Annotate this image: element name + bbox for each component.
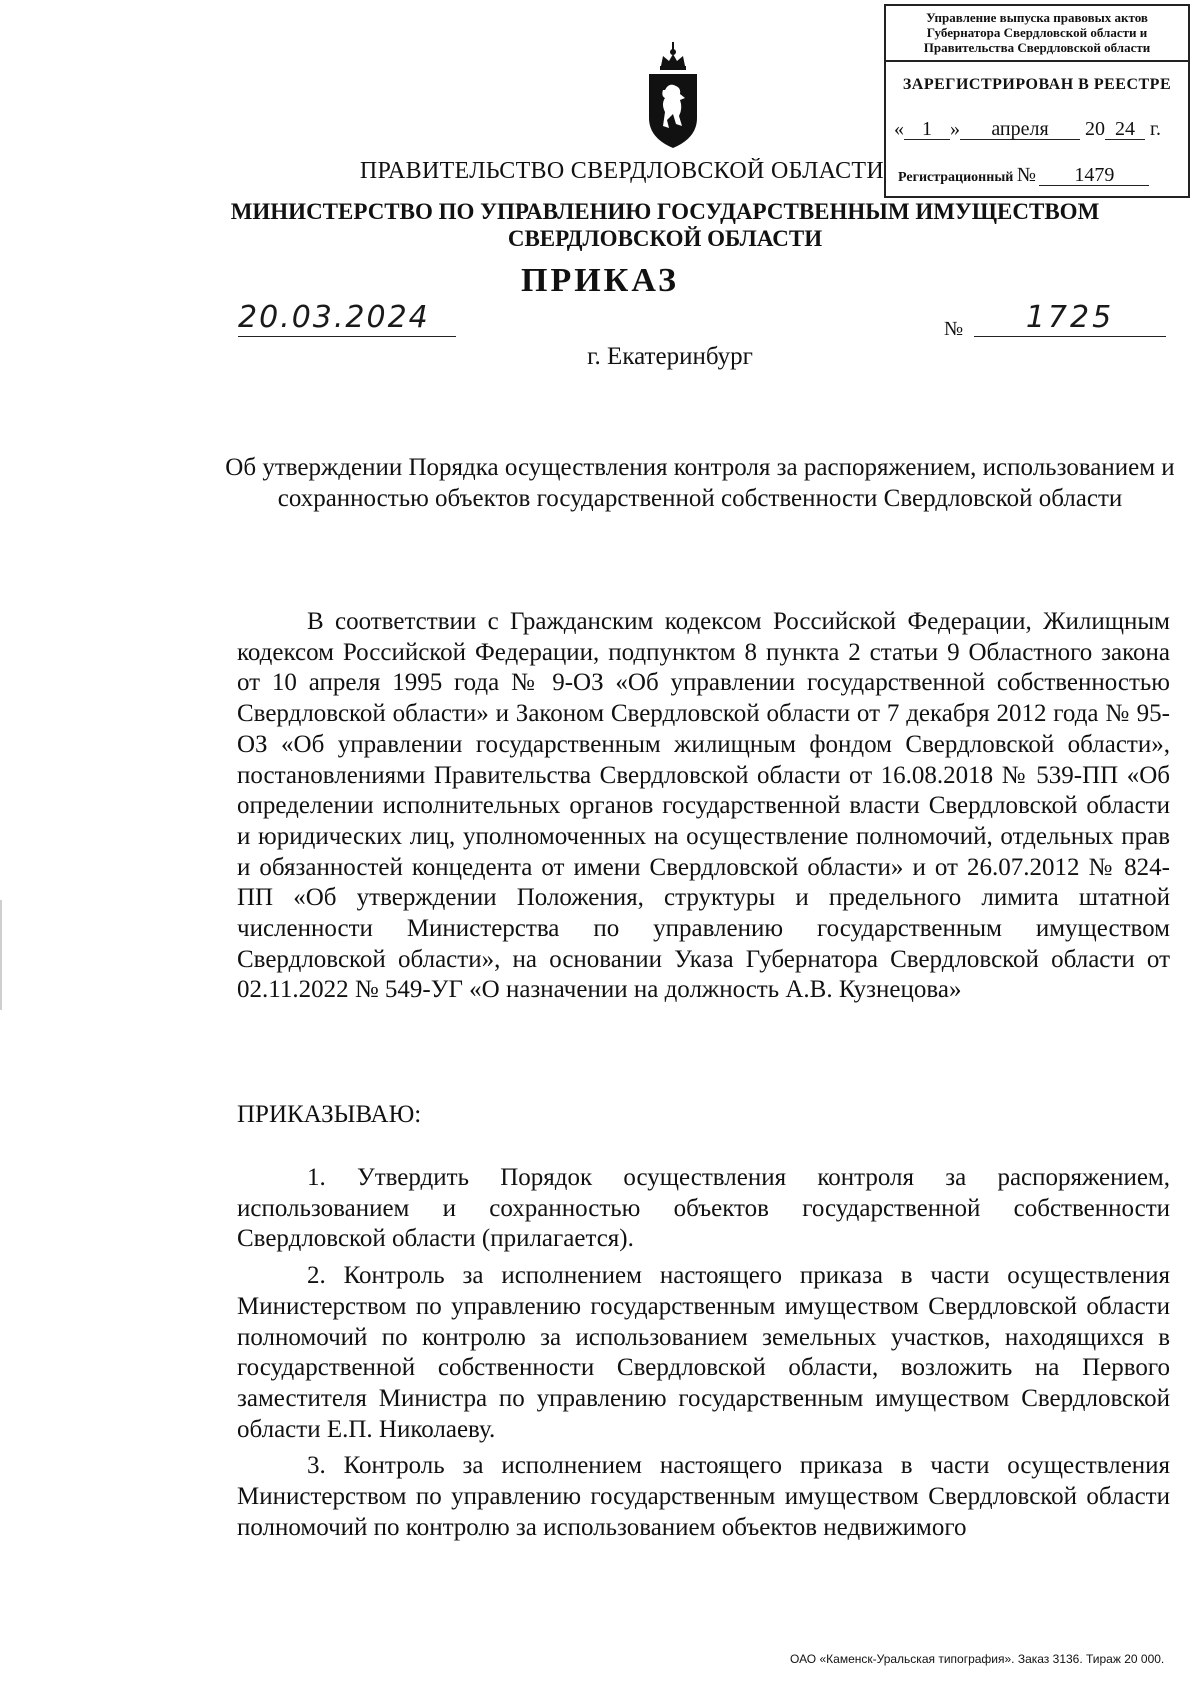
ministry-name: МИНИСТЕРСТВО ПО УПРАВЛЕНИЮ ГОСУДАРСТВЕННЫМ ИМУЩЕСТВОМ СВЕРДЛОВСКОЙ ОБЛАСТИ [230, 199, 1100, 251]
government-name: ПРАВИТЕЛЬСТВО СВЕРДЛОВСКОЙ ОБЛАСТИ [359, 158, 884, 184]
stamp-day: 1 [904, 119, 950, 140]
stamp-month: апреля [960, 119, 1080, 140]
stamp-number-line [898, 164, 1184, 187]
stamp-header: Управление выпуска правовых актов Губернатора Свердловской области и Правительства Свердловской области [886, 6, 1188, 62]
order-item: 1. Утвердить Порядок осуществления контроля за распоряжением, использованием и сохранностью объектов государственной собственности Свердловской области (прилагается). [237, 1164, 1170, 1253]
stamp-year-unit: г. [1150, 118, 1161, 140]
scan-edge-mark [0, 900, 2, 1010]
coat-of-arms-icon [645, 42, 701, 150]
stamp-year-prefix: 20 [1085, 118, 1105, 140]
number-label: № [944, 318, 964, 340]
order-items [237, 1163, 1170, 1549]
document-number: 1725 [974, 300, 1166, 337]
document-date: 20.03.2024 [238, 300, 456, 337]
preamble [237, 607, 1170, 1006]
city: г. Екатеринбург [587, 343, 753, 370]
document-subject: Об утверждении Порядка осуществления контроля за распоряжением, использованием и сохранностью объектов государственной собственности Свердловской области [225, 454, 1175, 512]
stamp-year-suffix: 24 [1105, 119, 1145, 140]
printer-footer: ОАО «Каменск-Уральская типография». Заказ 3136. Тираж 20 000. [790, 1652, 1165, 1666]
document-type: ПРИКАЗ [521, 262, 679, 299]
stamp-date: « 1 » апреля 20 24 г. [894, 118, 1161, 140]
stamp-reg-number: 1479 [1039, 165, 1149, 186]
registration-stamp [884, 4, 1190, 198]
order-item: 3. Контроль за исполнением настоящего приказа в части осуществления Министерством по управлению государственным имуществом Свердловской области полномочий по контролю за использованием объектов недвижимого [237, 1452, 1170, 1541]
stamp-registered: ЗАРЕГИСТРИРОВАН В РЕЕСТРЕ [902, 76, 1172, 93]
preamble-text: В соответствии с Гражданским кодексом Российской Федерации, Жилищным кодексом Российской Федерации, подпунктом 8 пункта 2 статьи 9 Областного закона от 10 апреля 1995 года № 9-ОЗ «Об управлении государственной собственностью Свердловской области» и Законом Свердловской области от 7 декабря 2012 года № 95-ОЗ «Об управлении государственным жилищным фондом Свердловской области», постановлениями Правительства Свердловской области от 16.08.2018 № 539-ПП «Об определении исполнительных органов государственной власти Свердловской области и юридических лиц, уполномоченных на осуществление полномочий, отдельных прав и обязанностей концедента от имени Свердловской области» и от 26.07.2012 № 824-ПП «Об утверждении Положения, структуры и предельного лимита штатной численности Министерства по управлению государственным имуществом Свердловской области», на основании Указа Губернатора Свердловской области от 02.11.2022 № 549-УГ «О назначении на должность А.В. Кузнецова» [237, 608, 1170, 1004]
stamp-num-sign: № [1016, 164, 1036, 186]
order-item: 2. Контроль за исполнением настоящего приказа в части осуществления Министерством по управлению государственным имуществом Свердловской области полномочий по контролю за использованием земельных участков, находящихся в государственной собственности Свердловской области, возложить на Первого заместителя Министра по управлению государственным имуществом Свердловской области Е.П. Николаеву. [237, 1262, 1170, 1443]
stamp-reg-label: Регистрационный [898, 170, 1014, 185]
order-word: ПРИКАЗЫВАЮ: [237, 1101, 422, 1128]
